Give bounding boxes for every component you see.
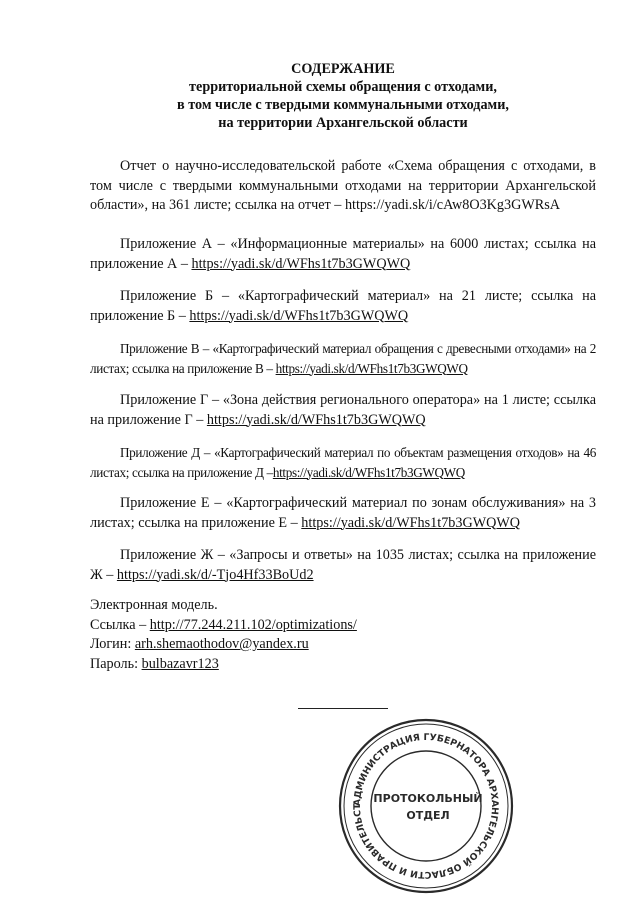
electronic-model-block — [90, 596, 357, 674]
appendix-a-item — [90, 235, 596, 274]
appendix-g-item — [90, 391, 596, 430]
login-value[interactable]: arh.shemaothodov@yandex.ru — [134, 636, 309, 652]
appendix-b-item — [90, 287, 596, 326]
heading-subtitle-line-2: в том числе с твердыми коммунальными отходами, — [177, 97, 509, 113]
electronic-model-link[interactable]: http://77.244.211.102/optimizations/ — [149, 616, 357, 633]
appendix-g-link[interactable]: https://yadi.sk/d/WFhs1t7b3GWQWQ — [206, 411, 426, 428]
appendix-a-link[interactable]: https://yadi.sk/d/WFhs1t7b3GWQWQ — [191, 255, 411, 272]
appendix-zh-text: Приложение Ж – «Запросы и ответы» на 1035 листах; ссылка на приложение Ж – — [90, 547, 596, 583]
appendix-g-text: Приложение Г – «Зона действия регионального оператора» на 1 листе; ссылка на приложение Г – — [90, 392, 596, 428]
appendix-v-item — [90, 339, 596, 378]
appendix-d-link[interactable]: https://yadi.sk/d/WFhs1t7b3GWQWQ — [272, 464, 465, 480]
stamp-seal-image — [336, 716, 516, 896]
document-heading — [60, 60, 626, 132]
heading-subtitle-line-3: на территории Архангельской области — [218, 115, 468, 131]
appendix-b-text: Приложение Б – «Картографический материал» на 21 листе; ссылка на приложение Б – — [90, 288, 596, 324]
electronic-model-login-row — [90, 635, 357, 655]
appendix-d-item — [90, 443, 596, 482]
report-item — [90, 157, 596, 216]
appendix-zh-item — [90, 546, 596, 585]
appendix-v-link[interactable]: https://yadi.sk/d/WFhs1t7b3GWQWQ — [275, 360, 468, 376]
login-label: Логин: — [90, 636, 135, 652]
password-value: bulbazavr123 — [141, 655, 219, 672]
electronic-model-password-row — [90, 655, 357, 675]
heading-subtitle-line-1: территориальной схемы обращения с отходами, — [189, 79, 497, 95]
report-item-text: Отчет о научно-исследовательской работе «Схема обращения с отходами, в том числе с твердыми коммунальными отходами на территории Архангельской области», на 361 листе; ссылка на отчет – — [90, 158, 596, 213]
electronic-model-title: Электронная модель. — [90, 597, 218, 613]
stamp-center-line-1: ПРОТОКОЛЬНЫЙ — [373, 792, 483, 805]
stamp-center-line-2: ОТДЕЛ — [406, 809, 450, 822]
appendix-e-item — [90, 494, 596, 533]
heading-title: СОДЕРЖАНИЕ — [291, 61, 395, 77]
appendix-zh-link[interactable]: https://yadi.sk/d/-Tjo4Hf33BoUd2 — [116, 566, 314, 583]
appendix-a-text: Приложение А – «Информационные материалы» на 6000 листах; ссылка на приложение А – — [90, 236, 596, 272]
protocol-department-stamp — [336, 716, 516, 896]
report-link[interactable]: https://yadi.sk/i/cAw8O3Kg3GWRsA — [344, 197, 560, 213]
appendix-e-link[interactable]: https://yadi.sk/d/WFhs1t7b3GWQWQ — [301, 514, 520, 531]
password-label: Пароль: — [90, 655, 142, 672]
appendix-b-link[interactable]: https://yadi.sk/d/WFhs1t7b3GWQWQ — [189, 307, 409, 324]
signature-line — [298, 708, 388, 709]
appendix-d-text: Приложение Д – «Картографический материал по объектам размещения отходов» на 46 листах; ссылка на приложение Д – — [90, 445, 596, 480]
stamp-ring-text: АДМИНИСТРАЦИЯ ГУБЕРНАТОРА АРХАНГЕЛЬСКОЙ ОБЛАСТИ И ПРАВИТЕЛЬСТ — [351, 731, 501, 881]
appendix-e-text: Приложение Е – «Картографический материал по зонам обслуживания» на 3 листах; ссылка на приложение Е – — [90, 495, 596, 531]
appendix-v-text: Приложение В – «Картографический материал обращения с древесными отходами» на 2 листах; ссылка на приложение В – — [90, 341, 596, 376]
electronic-model-link-label: Ссылка – — [90, 616, 150, 633]
electronic-model-link-row — [90, 616, 357, 636]
